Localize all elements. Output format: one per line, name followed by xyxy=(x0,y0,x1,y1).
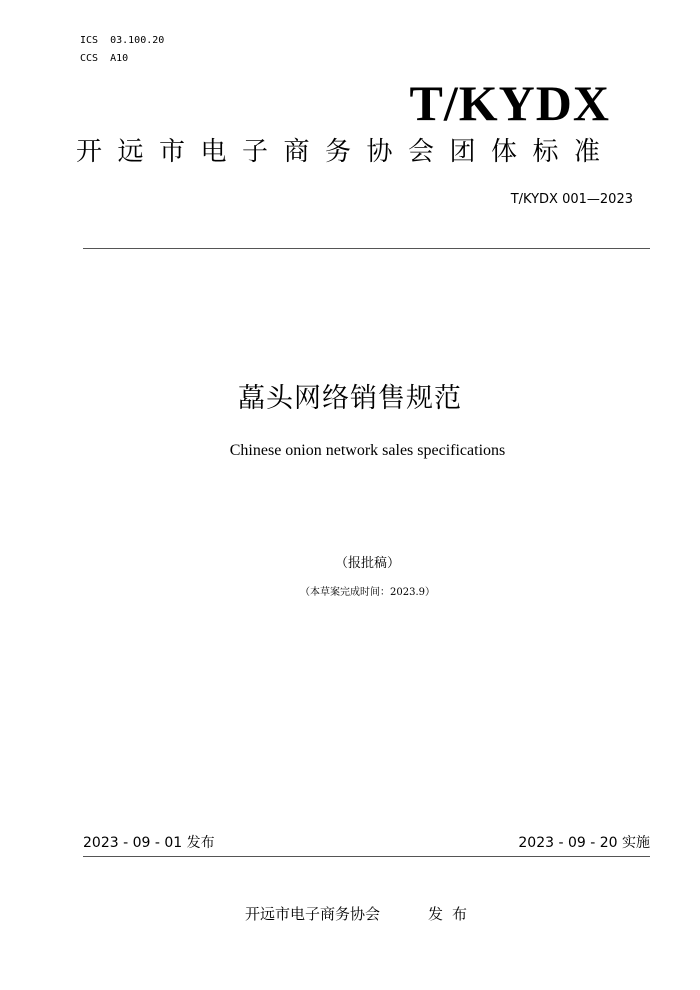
standard-code: T/KYDX 001—2023 xyxy=(510,192,633,207)
issue-label: 发布 xyxy=(428,905,477,923)
draft-completion-date: （本草案完成时间：2023.9） xyxy=(300,587,435,598)
draft-status: （报批稿） xyxy=(334,556,400,571)
top-divider xyxy=(83,248,650,249)
organization-standard-heading: 开远市电子商务协会团体标准 xyxy=(76,137,616,167)
issuing-organization: 开远市电子商务协会 xyxy=(245,905,381,923)
bottom-divider xyxy=(83,856,650,857)
ccs-code: CCS A10 xyxy=(80,53,129,64)
document-title-chinese: 藠头网络销售规范 xyxy=(238,383,462,414)
document-title-english: Chinese onion network sales specifications xyxy=(229,442,506,459)
publish-date: 2023 - 09 - 01 发布 xyxy=(83,835,215,851)
implementation-date: 2023 - 09 - 20 实施 xyxy=(518,835,650,851)
ics-code: ICS 03.100.20 xyxy=(80,35,165,46)
brand-logo: T/KYDX xyxy=(409,75,610,131)
